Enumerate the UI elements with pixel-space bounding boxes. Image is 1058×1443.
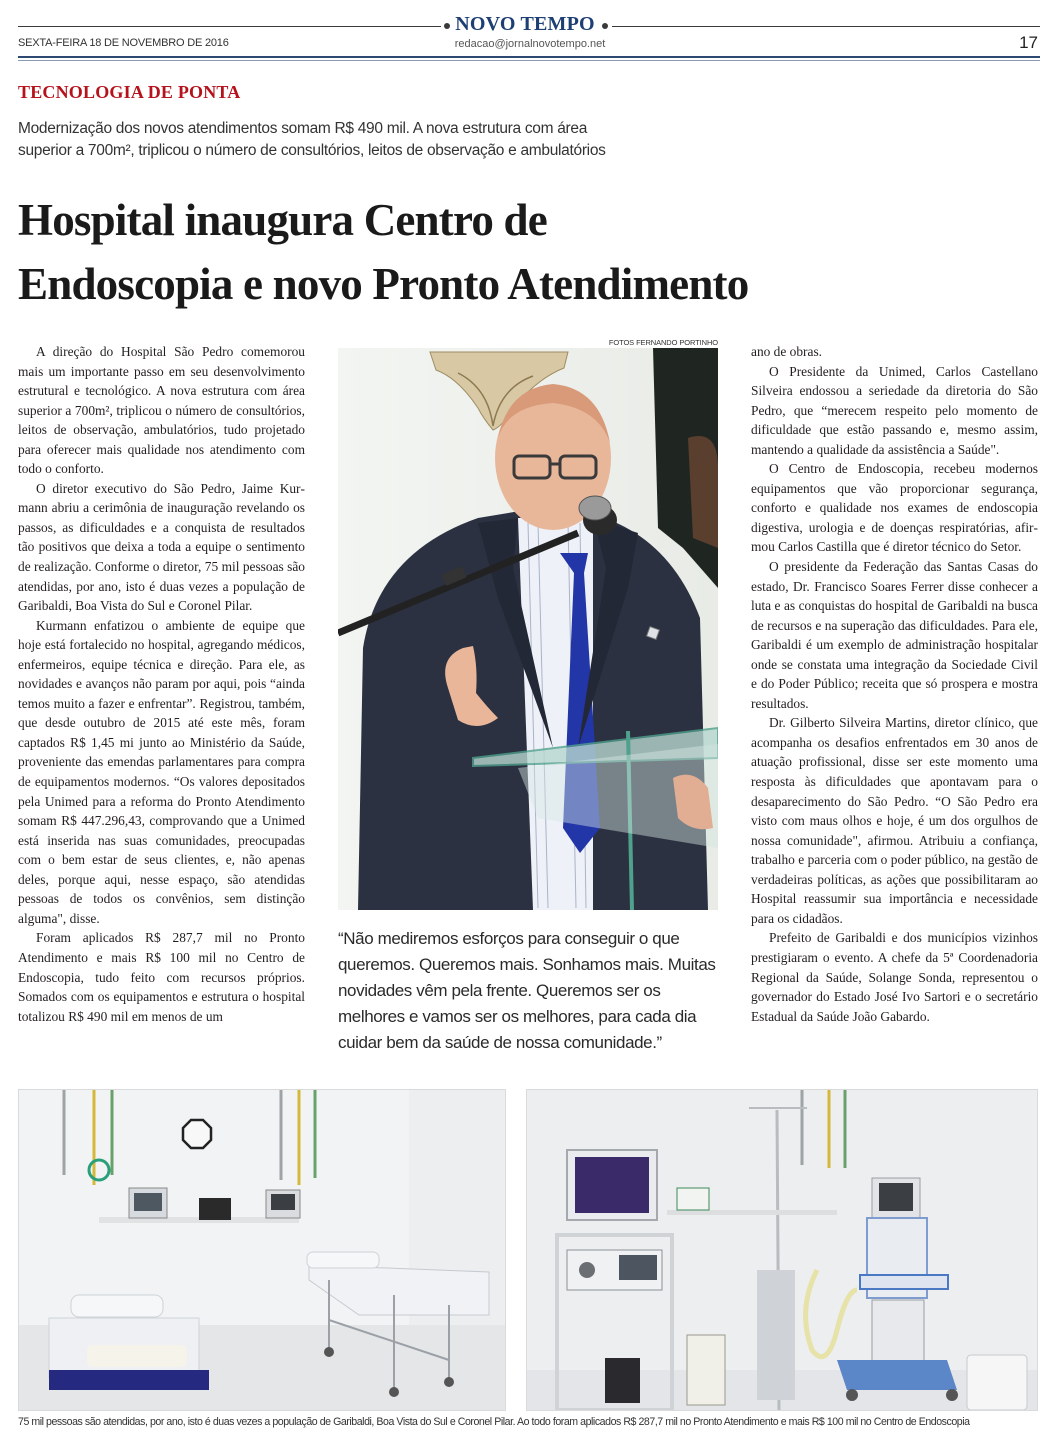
body-column-right (751, 342, 1038, 1026)
observation-room-illustration (19, 1090, 505, 1410)
body-paragraph: Foram aplicados R$ 287,7 mil no Pronto Atendimento e mais R$ 100 mil no Centro de Endoscopia, tudo feito com recursos próprios. Somados com os equipamentos e estrutura o hospital totalizou R$ 490 mil em menos de um (18, 930, 305, 1024)
headline-line: Endoscopia e novo Pronto Atendimento (18, 259, 749, 309)
section-kicker: TECNOLOGIA DE PONTA (18, 82, 241, 102)
contact-email[interactable]: redacao@jornalnovotempo.net (454, 38, 606, 50)
body-paragraph: O Presidente da Unimed, Carlos Castellano Silveira endossou a seriedade da diretoria do São Pedro, que “merecem respeito pelo momento de dificuldade que estão passando e, mesmo assim, mantendo a qualidade da assistência a Saúde". (751, 363, 1038, 457)
body-paragraph: A direção do Hospital São Pedro comemorou mais um importante passo em seu desenvolvimento estrutural e tecnológico. A nova estrutura com área superior a 700m², triplicou o número de consultórios, leitos de observação, ambulatórios, tudo projetado para oferecer mais qualidade nos atendimento com todo o conforto. (18, 344, 305, 477)
endoscopy-room-photo (526, 1089, 1038, 1411)
body-paragraph-continuation: ano de obras. (751, 344, 823, 359)
masthead-double-rule-top (18, 56, 1040, 58)
body-paragraph: O Centro de Endoscopia, recebeu modernos equipamentos que vão proporcionar segurança, conforto e qualidade nos exames de endoscopia digestiva, urologia e de doenças respiratórias, afirmou Carlos Castilla que é diretor técnico do Setor. (751, 461, 1038, 555)
speaker-illustration (338, 348, 718, 910)
photo-credit: FOTOS FERNANDO PORTINHO (608, 338, 718, 347)
masthead-dot-right (602, 23, 608, 29)
article-headline (18, 188, 1018, 316)
body-paragraph: Kurmann enfatizou o ambiente de equipe que hoje está fortalecido no hospital, agregando médicos, enfermeiros, equipe técnica e direção. Para ele, as novidades e avanços não param por aqui, pois “ainda temos muito a fazer e enfrentar”. Registrou, também, que desde outubro de 2015 até este mês, foram captados R$ 1,45 mi junto ao Ministério da Saúde, proveniente das emendas parlamentares para compra de equipamentos modernos. “Os valores depositados pela Unimed para a reforma do Pronto Atendimento somam R$ 447.296,43, comprovando que a Unimed está inserida nas suas comunidades, preocupadas com o bem estar de seus clientes, e, não apenas deles, porque aqui, nesse espaço, são atendidas pessoas de todos os convênios, sem distinção alguma", disse. (18, 617, 305, 926)
photo-caption: 75 mil pessoas são atendidas, por ano, isto é duas vezes a população de Garibaldi, Boa Vista do Sul e Coronel Pilar. Ao todo foram aplicados R$ 287,7 mil no Pronto Atendimento e mais R$ 100 mil no Centro de Endoscopia (18, 1416, 970, 1428)
endoscopy-room-illustration (527, 1090, 1037, 1410)
body-paragraph: Dr. Gilberto Silveira Martins, diretor clínico, que acompanha os desafios enfrentados em 30 anos de atuação profissional, disse ser este momento uma resposta às dificuldades que apontavam para o desaparecimento do São Pedro. “O São Pedro era visto com maus olhos e hoje, é um dos orgulhos de nossa comunidade", afirmou. Atribuiu a confiança, trabalho e parceria com o poder público, na gestão de verdadeiras políticas, as ações que possibilitaram ao Hospital reassumir sua importância e necessidade para os cidadãos. (751, 715, 1038, 926)
body-column-left (18, 342, 305, 1026)
body-paragraph: O presidente da Federação das Santas Casas do estado, Dr. Francisco Soares Ferrer disse conhecer a luta e as conquistas do hospital de Garibaldi na busca de recursos e na superação das dificuldades. Para ele, Garibaldi é um exemplo de administração hospitalar onde se constata uma integração da Sociedade Civil e do Poder Público; receita que só prospera e mostra resultados. (751, 559, 1038, 711)
page-number: 17 (1019, 33, 1038, 52)
deck-line: superior a 700m², triplicou o número de consultórios, leitos de observação e ambulatórios (18, 142, 606, 159)
article-deck (18, 118, 638, 162)
body-paragraph: Prefeito de Garibaldi e dos municípios vizinhos prestigiaram o evento. A chefe da 5ª Coordenadoria Regional da Saúde, Solange Sonda, representou o governador do Estado José Ivo Sartori e o secretário Estadual da Saúde João Gabardo. (751, 930, 1038, 1024)
pull-quote: “Não mediremos esforços para conseguir o que queremos. Queremos mais. Sonhamos mais. Muitas novidades vêm pela frente. Queremos ser os melhores e vamos ser os melhores, para cada dia cuidar bem da saúde de nossa comunidade.” (338, 929, 716, 1052)
masthead-double-rule-bottom (18, 60, 1040, 61)
newspaper-brand: NOVO TEMPO (455, 13, 595, 35)
headline-line: Hospital inaugura Centro de (18, 195, 547, 245)
issue-date: SEXTA-FEIRA 18 DE NOVEMBRO DE 2016 (18, 37, 229, 49)
speaker-photo (338, 348, 718, 910)
body-paragraph: O diretor executivo do São Pedro, Jaime Kurmann abriu a cerimônia de inauguração revelando os passos, as dificuldades e a conquista de resultados tão positivos que deixa a toda a equipe o sentimento de realização. Conforme o diretor, 75 mil pessoas são atendidas, por ano, isto é duas vezes a população de Garibaldi, Boa Vista do Sul e Coronel Pilar. (18, 480, 305, 614)
masthead-rule-left (18, 26, 441, 27)
observation-room-photo (18, 1089, 506, 1411)
masthead-rule-right (612, 26, 1040, 27)
deck-line: Modernização dos novos atendimentos somam R$ 490 mil. A nova estrutura com área (18, 120, 588, 137)
